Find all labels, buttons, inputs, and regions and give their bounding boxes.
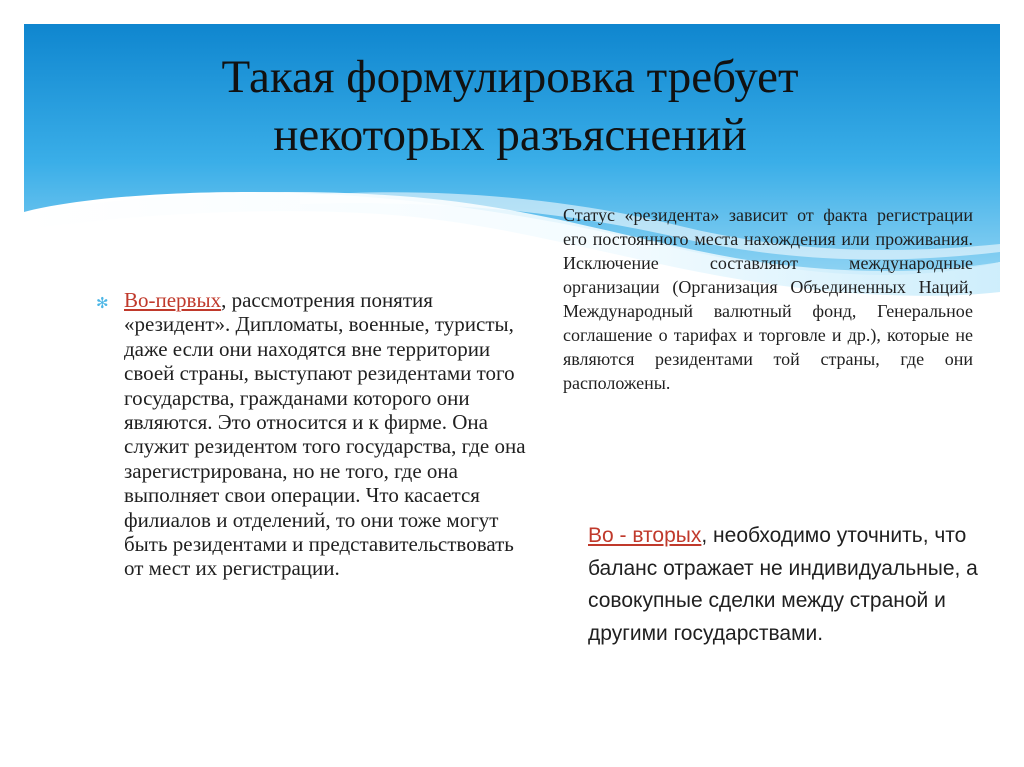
snowflake-bullet-icon: ✻ (96, 296, 109, 312)
title-line-2: некоторых разъяснений (273, 109, 747, 161)
lead-first: Во-первых (124, 288, 222, 312)
title-line-1: Такая формулировка требует (221, 51, 799, 103)
left-text-body (124, 288, 536, 581)
right-bottom-paragraph (588, 520, 988, 650)
right-top-paragraph (563, 203, 973, 395)
left-paragraph (96, 288, 536, 581)
slide-title (80, 48, 940, 164)
right-top-text: Статус «резидента» зависит от факта регистрации его постоянного места нахождения или проживания. Исключение составляют международные организации (Организация Объединенных Наций, Международный валютный фонд, Генеральное соглашение о тарифах и торговле и др.), которые не являются резидентами той страны, где они расположены. (563, 205, 973, 393)
lead-second: Во - вторых (588, 524, 702, 547)
left-text: , рассмотрения понятия «резидент». Дипломаты, военные, туристы, даже если они находятся вне территории своей страны, выступают резидентами того государства, гражданами которого они являются. Это относится и к фирме. Она служит резидентом того государства, где она зарегистрирована, но не того, где она выполняет свои операции. Что касается филиалов и отделений, то они тоже могут быть резидентами и представительствовать от мест их регистрации. (124, 288, 526, 581)
right-bottom-text: , необходимо уточнить, что баланс отражает не индивидуальные, а совокупные сделки между страной и другими государствами. (588, 524, 978, 645)
